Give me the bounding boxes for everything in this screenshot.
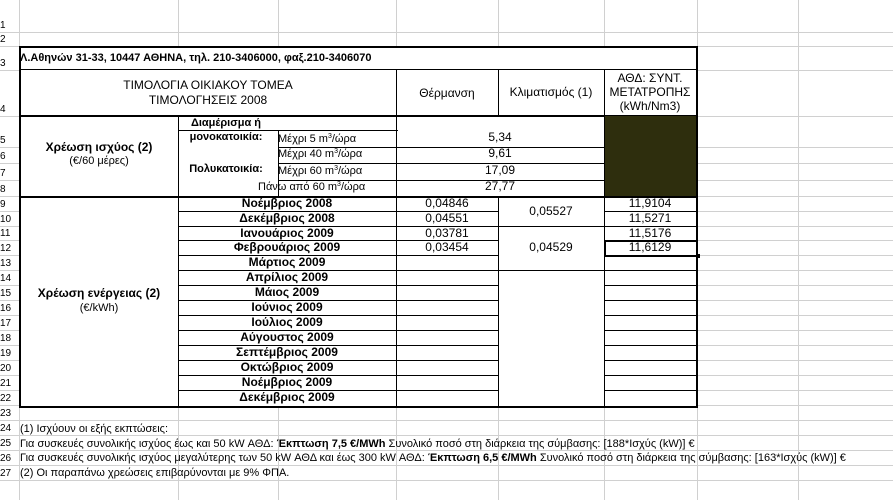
- border: [604, 300, 696, 301]
- row-number[interactable]: 2: [0, 34, 18, 45]
- row-number[interactable]: 22: [0, 393, 18, 404]
- border: [498, 270, 604, 271]
- dark-filled-cell: [605, 116, 696, 196]
- month-label[interactable]: Οκτώβριος 2009: [240, 360, 334, 374]
- border: [396, 390, 498, 391]
- border: [19, 406, 698, 408]
- month-label[interactable]: Μάιος 2009: [254, 285, 320, 299]
- border: [396, 375, 498, 376]
- border: [604, 360, 696, 361]
- energy-charge-label[interactable]: Χρέωση ενέργειας (2): [37, 286, 161, 300]
- row-number[interactable]: 3: [0, 58, 18, 69]
- gridline: [0, 465, 893, 466]
- border: [396, 270, 498, 271]
- gridline: [0, 420, 893, 421]
- capacity-range[interactable]: Μέχρι 60 $m^3$/ώρα: [278, 165, 363, 177]
- note-2[interactable]: Για συσκευές συνολικής ισχύος έως και 50 kW ΑΘΔ: Έκπτωση 7,5 €/MWh Συνολικό ποσό στη διάρκεια της σύμβασης: [188*Ισχύς (kW)] €: [20, 438, 695, 450]
- row-number[interactable]: 1: [0, 20, 18, 31]
- row-number[interactable]: 7: [0, 168, 18, 179]
- gridline: [0, 32, 893, 33]
- border: [396, 285, 498, 286]
- border: [696, 46, 698, 408]
- row-number[interactable]: 11: [0, 228, 18, 239]
- conversion-header-line1[interactable]: ΑΘΔ: ΣΥΝΤ.: [617, 71, 683, 85]
- row-number[interactable]: 4: [0, 104, 18, 115]
- building-label[interactable]: Πολυκατοικία:: [189, 163, 263, 175]
- border: [396, 255, 498, 256]
- row-number[interactable]: 27: [0, 468, 18, 479]
- capacity-value[interactable]: 27,77: [484, 179, 516, 193]
- address-cell[interactable]: Λ.Αθηνών 31-33, 10447 ΑΘΗΝΑ, τηλ. 210-3406000, φαξ.210-3406070: [20, 52, 372, 64]
- row-number[interactable]: 25: [0, 438, 18, 449]
- month-label[interactable]: Δεκέμβριος 2009: [239, 390, 335, 404]
- border: [604, 270, 696, 271]
- row-number[interactable]: 8: [0, 184, 18, 195]
- title-line1[interactable]: ΤΙΜΟΛΟΓΙΑ ΟΙΚΙΑΚΟΥ ΤΟΜΕΑ: [123, 78, 293, 92]
- conversion-header-line2[interactable]: ΜΕΤΑΤΡΟΠΗΣ: [609, 85, 691, 99]
- note-4[interactable]: (2) Οι παραπάνω χρεώσεις επιβαρύνονται με 9% ΦΠΑ.: [20, 467, 290, 479]
- row-number[interactable]: 24: [0, 423, 18, 434]
- fill-handle[interactable]: [696, 254, 700, 258]
- border: [498, 226, 604, 227]
- cooling-value-2[interactable]: 0,04529: [529, 240, 573, 254]
- row-number[interactable]: 20: [0, 363, 18, 374]
- border: [19, 69, 698, 70]
- note-3[interactable]: Για συσκευές συνολικής ισχύος μεγαλύτερης των 50 kW ΑΘΔ και έως 300 kW ΑΘΔ: Έκπτωση 6,5 €/MWh Συνολικό ποσό στη διάρκεια της σύμβασης: [163*Ισχύς (kW)] €: [20, 452, 846, 464]
- row-number[interactable]: 14: [0, 273, 18, 284]
- conversion-value[interactable]: 11,5176: [628, 226, 672, 240]
- month-label[interactable]: Ιανουάριος 2009: [240, 226, 334, 240]
- row-number[interactable]: 26: [0, 453, 18, 464]
- note-1[interactable]: (1) Ισχύουν οι εξής εκπτώσεις:: [20, 423, 169, 435]
- apartment-label-2[interactable]: μονοκατοικία:: [189, 131, 263, 143]
- border: [604, 345, 696, 346]
- heating-value[interactable]: 0,04846: [425, 196, 469, 210]
- row-number[interactable]: 10: [0, 214, 18, 225]
- gridline: [0, 480, 893, 481]
- selected-cell[interactable]: [604, 240, 698, 257]
- month-label[interactable]: Αύγουστος 2009: [240, 330, 334, 344]
- row-number[interactable]: 9: [0, 199, 18, 210]
- month-label[interactable]: Απρίλιος 2009: [245, 270, 329, 284]
- capacity-charge-unit[interactable]: (€/60 μέρες): [69, 155, 129, 167]
- month-label[interactable]: Ιούνιος 2009: [251, 300, 323, 314]
- border: [604, 315, 696, 316]
- row-number[interactable]: 12: [0, 243, 18, 254]
- row-number[interactable]: 15: [0, 288, 18, 299]
- heating-value[interactable]: 0,03781: [425, 226, 469, 240]
- month-label[interactable]: Δεκέμβριος 2008: [239, 211, 335, 225]
- border: [396, 300, 498, 301]
- border: [396, 330, 498, 331]
- heating-header[interactable]: Θέρμανση: [419, 86, 475, 100]
- border: [396, 345, 498, 346]
- capacity-charge-label[interactable]: Χρέωση ισχύος (2): [45, 140, 153, 154]
- row-number[interactable]: 6: [0, 151, 18, 162]
- capacity-range[interactable]: Πάνω από 60 $m^3$/ώρα: [258, 181, 366, 193]
- row-number[interactable]: 5: [0, 135, 18, 146]
- border: [498, 196, 499, 406]
- conversion-value[interactable]: 11,5271: [628, 211, 672, 225]
- conversion-header-line3[interactable]: (kWh/Nm3): [619, 99, 681, 113]
- heating-value[interactable]: 0,03454: [425, 240, 469, 254]
- border: [604, 330, 696, 331]
- border: [19, 46, 698, 48]
- month-label[interactable]: Νοέμβριος 2009: [241, 375, 333, 389]
- month-label[interactable]: Νοέμβριος 2008: [241, 196, 333, 210]
- row-number[interactable]: 16: [0, 303, 18, 314]
- energy-charge-unit[interactable]: (€/kWh): [79, 302, 119, 314]
- capacity-value[interactable]: 9,61: [488, 146, 512, 160]
- border: [604, 375, 696, 376]
- capacity-value[interactable]: 5,34: [488, 130, 512, 144]
- conversion-value[interactable]: 11,6129: [628, 240, 672, 254]
- month-label[interactable]: Σεπτέμβριος 2009: [236, 345, 338, 359]
- row-number[interactable]: 17: [0, 318, 18, 329]
- border: [19, 115, 698, 117]
- month-label[interactable]: Μάρτιος 2009: [248, 255, 326, 269]
- row-number[interactable]: 13: [0, 258, 18, 269]
- gridline: [798, 0, 799, 500]
- month-label[interactable]: Ιούλιος 2009: [251, 315, 323, 329]
- cooling-value-1[interactable]: 0,05527: [529, 204, 573, 218]
- row-number[interactable]: 18: [0, 333, 18, 344]
- row-number[interactable]: 23: [0, 408, 18, 419]
- title-line2[interactable]: ΤΙΜΟΛΟΓΗΣΕΙΣ 2008: [148, 93, 268, 107]
- capacity-range[interactable]: Μέχρι 40 $m^3$/ώρα: [278, 148, 363, 160]
- capacity-range[interactable]: Μέχρι 5 $m^3$/ώρα: [278, 133, 357, 145]
- border: [396, 315, 498, 316]
- border: [604, 390, 696, 391]
- month-label[interactable]: Φεβρουάριος 2009: [233, 240, 341, 254]
- heating-value[interactable]: 0,04551: [425, 211, 469, 225]
- cooling-header[interactable]: Κλιματισμός (1): [509, 85, 593, 99]
- conversion-value[interactable]: 11,9104: [628, 196, 672, 210]
- row-number[interactable]: 21: [0, 378, 18, 389]
- row-number[interactable]: 19: [0, 348, 18, 359]
- apartment-label-1[interactable]: Διαμέρισμα ή: [190, 117, 262, 129]
- capacity-value[interactable]: 17,09: [484, 163, 516, 177]
- border: [604, 285, 696, 286]
- border: [396, 360, 498, 361]
